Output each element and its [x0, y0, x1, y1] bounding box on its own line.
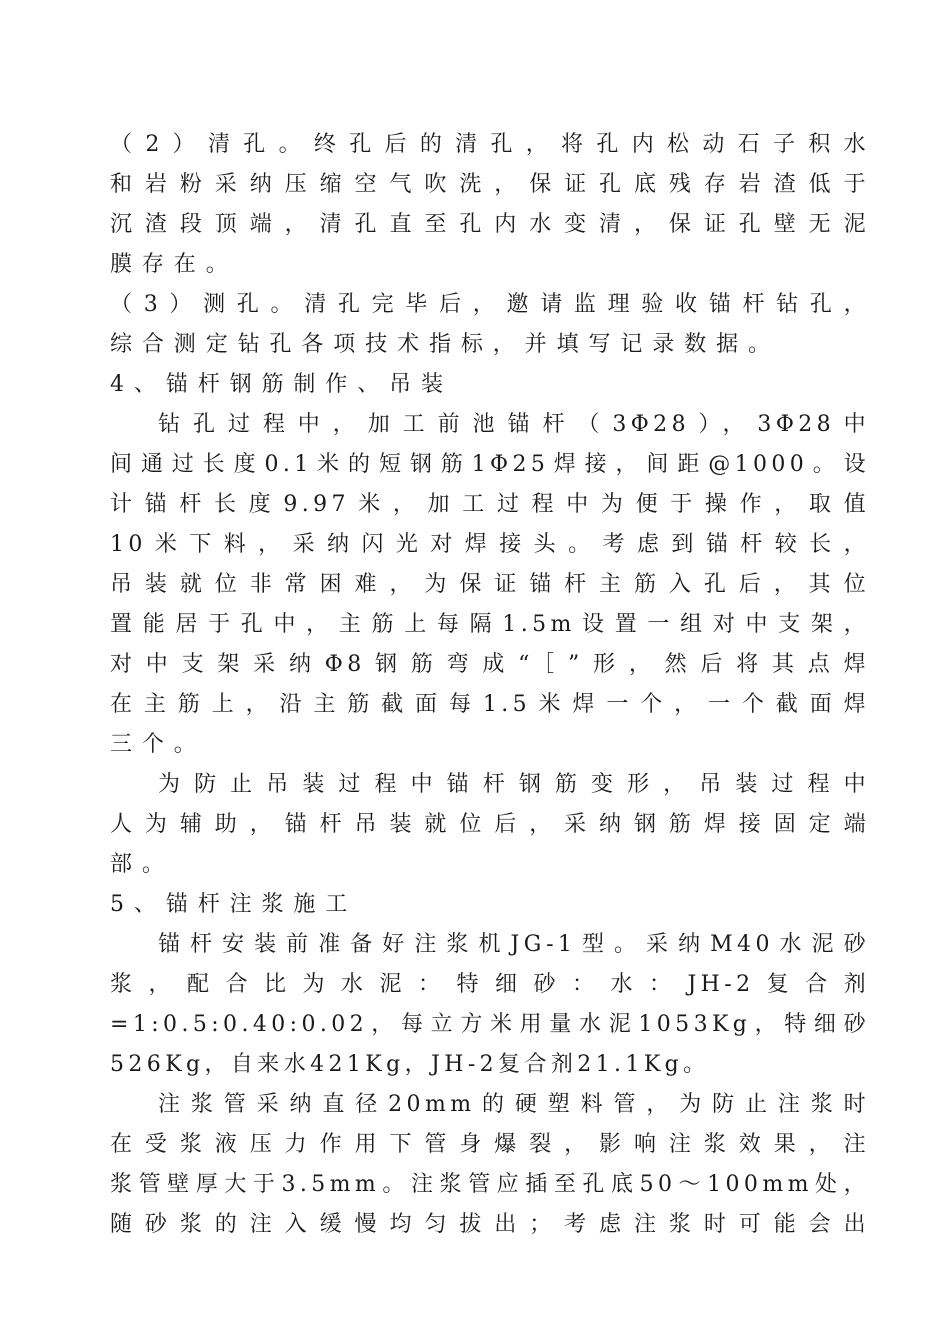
paragraph-line: （3）测孔。清孔完毕后，邀请监理验收锚杆钻孔，	[110, 292, 870, 317]
paragraph-line: 沉渣段顶端，清孔直至孔内水变清，保证孔壁无泥	[110, 212, 870, 237]
paragraph-line: 部。	[110, 852, 174, 877]
paragraph-line: 在主筋上，沿主筋截面每1.5米焊一个，一个截面焊	[110, 692, 870, 717]
paragraph-line: 526Kg，自来水421Kg，JH-2复合剂21.1Kg。	[110, 1052, 710, 1077]
paragraph-line: 膜存在。	[110, 252, 238, 277]
paragraph-line: 人为辅助，锚杆吊装就位后，采纳钢筋焊接固定端	[110, 812, 870, 837]
paragraph-line: 随砂浆的注入缓慢均匀拔出；考虑注浆时可能会出	[110, 1212, 870, 1237]
paragraph-line: 10米下料，采纳闪光对焊接头。考虑到锚杆较长，	[110, 532, 870, 557]
paragraph-line: =1:0.5:0.40:0.02，每立方米用量水泥1053Kg，特细砂	[110, 1012, 870, 1037]
section-heading: 4、锚杆钢筋制作、吊装	[110, 372, 453, 397]
paragraph-line: 注浆管采纳直径20mm的硬塑料管，为防止注浆时	[158, 1092, 870, 1117]
paragraph-line: 间通过长度0.1米的短钢筋1Φ25焊接，间距@1000。设	[110, 452, 870, 477]
section-heading: 5、锚杆注浆施工	[110, 892, 358, 917]
paragraph-line: 吊装就位非常困难，为保证锚杆主筋入孔后，其位	[110, 572, 870, 597]
paragraph-line: 对中支架采纳Φ8钢筋弯成“［”形，然后将其点焊	[110, 652, 870, 677]
paragraph-line: 计锚杆长度9.97米，加工过程中为便于操作，取值	[110, 492, 870, 517]
paragraph-line: （2）清孔。终孔后的清孔，将孔内松动石子积水	[110, 132, 870, 157]
paragraph-line: 在受浆液压力作用下管身爆裂，影响注浆效果，注	[110, 1132, 870, 1157]
paragraph-line: 置能居于孔中，主筋上每隔1.5m设置一组对中支架，	[110, 612, 870, 637]
paragraph-line: 综合测定钻孔各项技术指标，并填写记录数据。	[110, 332, 780, 357]
paragraph-line: 和岩粉采纳压缩空气吹洗，保证孔底残存岩渣低于	[110, 172, 870, 197]
paragraph-line: 浆管壁厚大于3.5mm。注浆管应插至孔底50～100mm处，	[110, 1172, 870, 1197]
paragraph-line: 钻孔过程中，加工前池锚杆（3Φ28），3Φ28中	[158, 412, 870, 437]
paragraph-line: 锚杆安装前准备好注浆机JG-1型。采纳M40水泥砂	[158, 932, 870, 957]
paragraph-line: 为防止吊装过程中锚杆钢筋变形，吊装过程中	[158, 772, 870, 797]
paragraph-line: 浆，配合比为水泥：特细砂：水：JH-2复合剂	[110, 972, 870, 997]
paragraph-line: 三个。	[110, 732, 206, 757]
